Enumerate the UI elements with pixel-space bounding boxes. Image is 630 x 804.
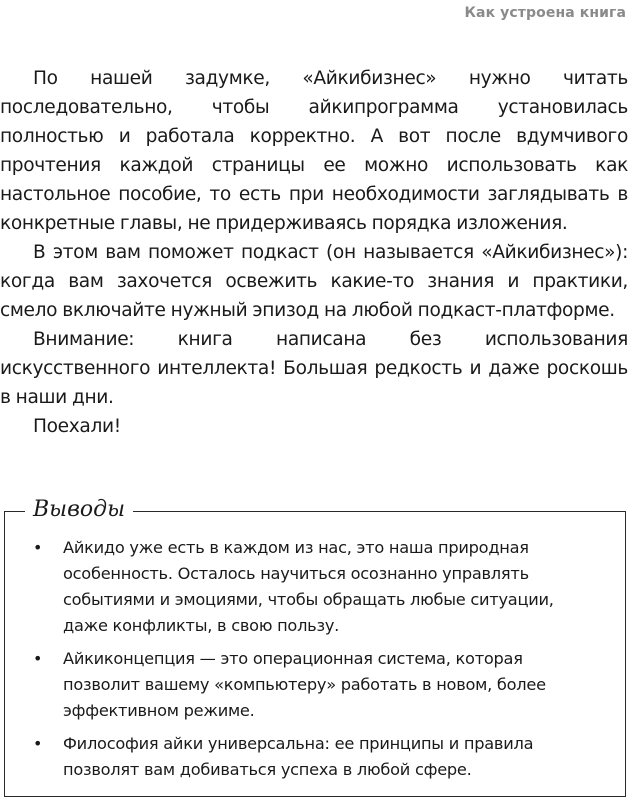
conclusions-title: Выводы (25, 495, 133, 525)
bullet-icon: • (33, 649, 43, 668)
bullet-icon: • (33, 538, 43, 557)
paragraph: По нашей задумке, «Айкибизнес» нужно читать последовательно, чтобы айкипрограмма установилась полностью и работала корректно. А вот после вдумчивого прочтения каждой страницы ее можно использовать как настольное пособие, то есть при необходимости заглядывать в конкретные главы, не придерживаясь порядка изложения. (0, 68, 628, 234)
bullet-icon: • (33, 734, 43, 753)
main-text (0, 64, 628, 441)
list-item (33, 646, 603, 724)
list-item (33, 731, 603, 783)
list-item-text: Философия айки универсальна: ее принципы и правила позволят вам добиваться успеха в любой сфере. (63, 734, 534, 779)
list-item-text: Айкиконцепция — это операционная система, которая позволит вашему «компьютеру» работать в новом, более эффективном режиме. (63, 649, 546, 720)
paragraph: Поехали! (33, 416, 121, 437)
conclusions-box (4, 497, 626, 797)
list-item (33, 535, 603, 639)
list-item-text: Айкидо уже есть в каждом из нас, это наша природная особенность. Осталось научиться осознанно управлять событиями и эмоциями, чтобы обращать любые ситуации, даже конфликты, в свою пользу. (63, 538, 554, 635)
conclusions-list (33, 535, 603, 790)
paragraph: Внимание: книга написана без использования искусственного интеллекта! Большая редкость и даже роскошь в наши дни. (0, 329, 628, 408)
running-header: Как устроена книга (464, 5, 626, 21)
paragraph: В этом вам поможет подкаст (он называется «Айкибизнес»): когда вам захочется освежить какие-то знания и практики, смело включайте нужный эпизод на любой подкаст-платформе. (0, 242, 628, 321)
